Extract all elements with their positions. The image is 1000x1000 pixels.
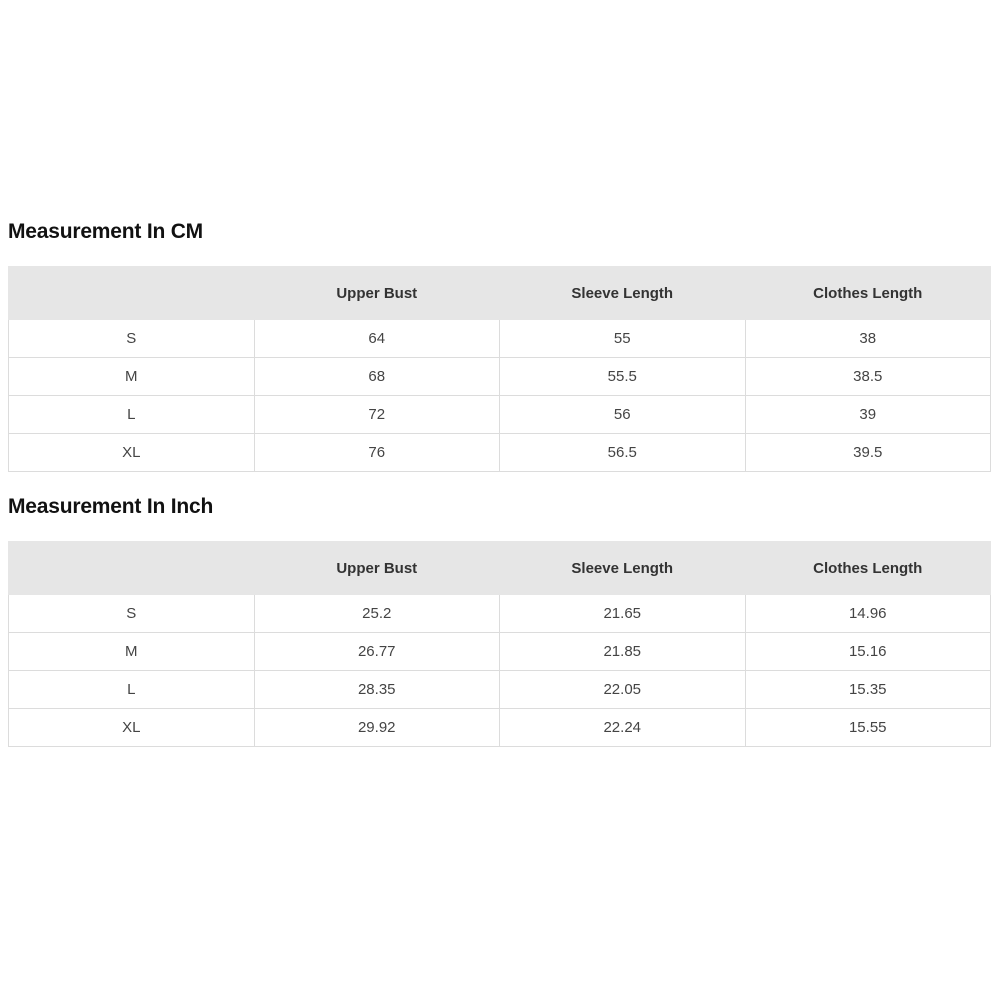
sleeve-length-cell: 56.5 [500, 434, 746, 472]
clothes-length-cell: 38.5 [745, 358, 991, 396]
header-size-cell [9, 542, 255, 595]
table-row [9, 396, 991, 434]
header-sleeve-length: Sleeve Length [500, 267, 746, 320]
table-row [9, 434, 991, 472]
size-cell: L [9, 396, 255, 434]
table-header-row [9, 267, 991, 320]
clothes-length-cell: 15.55 [745, 709, 991, 747]
header-clothes-length: Clothes Length [745, 542, 991, 595]
size-cell: XL [9, 434, 255, 472]
table-row [9, 633, 991, 671]
table-row [9, 358, 991, 396]
header-upper-bust: Upper Bust [254, 542, 500, 595]
sleeve-length-cell: 55 [500, 320, 746, 358]
upper-bust-cell: 72 [254, 396, 500, 434]
cm-size-table [8, 266, 991, 472]
inch-size-table [8, 541, 991, 747]
sleeve-length-cell: 22.05 [500, 671, 746, 709]
upper-bust-cell: 76 [254, 434, 500, 472]
upper-bust-cell: 64 [254, 320, 500, 358]
clothes-length-cell: 39 [745, 396, 991, 434]
size-cell: L [9, 671, 255, 709]
header-size-cell [9, 267, 255, 320]
header-upper-bust: Upper Bust [254, 267, 500, 320]
table-row [9, 709, 991, 747]
cm-section-title: Measurement In CM [8, 220, 203, 243]
clothes-length-cell: 15.35 [745, 671, 991, 709]
sleeve-length-cell: 21.65 [500, 595, 746, 633]
upper-bust-cell: 26.77 [254, 633, 500, 671]
size-cell: XL [9, 709, 255, 747]
upper-bust-cell: 68 [254, 358, 500, 396]
upper-bust-cell: 28.35 [254, 671, 500, 709]
sleeve-length-cell: 56 [500, 396, 746, 434]
clothes-length-cell: 39.5 [745, 434, 991, 472]
table-row [9, 671, 991, 709]
clothes-length-cell: 15.16 [745, 633, 991, 671]
sleeve-length-cell: 22.24 [500, 709, 746, 747]
inch-section-title: Measurement In Inch [8, 495, 214, 518]
size-cell: S [9, 595, 255, 633]
size-cell: M [9, 358, 255, 396]
upper-bust-cell: 25.2 [254, 595, 500, 633]
inch-measurement-section [8, 491, 991, 747]
table-header-row [9, 542, 991, 595]
table-row [9, 595, 991, 633]
cm-measurement-section [8, 216, 991, 472]
clothes-length-cell: 14.96 [745, 595, 991, 633]
clothes-length-cell: 38 [745, 320, 991, 358]
table-row [9, 320, 991, 358]
header-sleeve-length: Sleeve Length [500, 542, 746, 595]
sleeve-length-cell: 21.85 [500, 633, 746, 671]
sleeve-length-cell: 55.5 [500, 358, 746, 396]
size-cell: S [9, 320, 255, 358]
size-cell: M [9, 633, 255, 671]
header-clothes-length: Clothes Length [745, 267, 991, 320]
upper-bust-cell: 29.92 [254, 709, 500, 747]
